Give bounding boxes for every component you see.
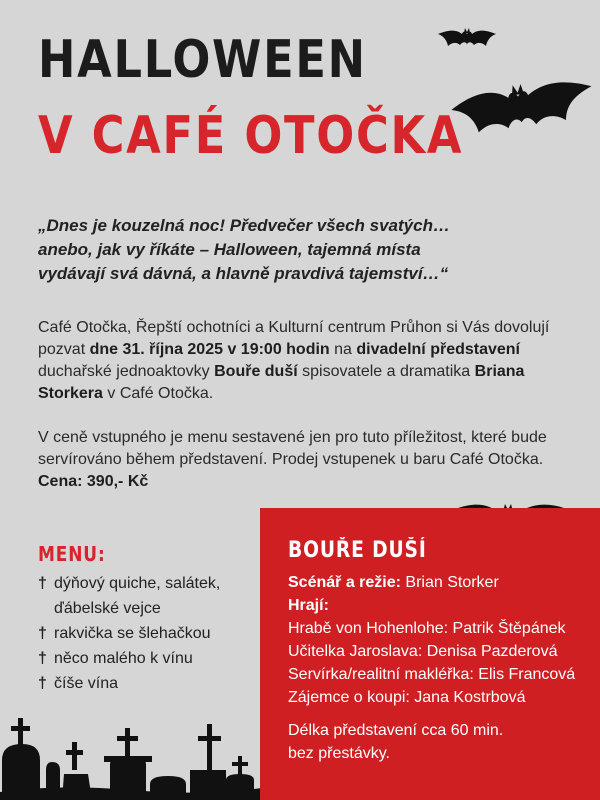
event-type: divadelní představení — [356, 341, 520, 358]
ticket-price: Cena: 390,- Kč — [38, 473, 149, 490]
cross-icon: † — [38, 675, 47, 692]
graveyard-silhouette — [0, 700, 262, 800]
invitation-paragraph: Café Otočka, Řepští ochotníci a Kulturní centrum Průhon si Vás dovolují pozvat dne 31. října 2025 v 19:00 hodin na divadelní představení duchařské jednoaktovky Bouře duší spisovatele a dramatika Briana Storkera v Café Otočka. — [38, 319, 550, 402]
intro-quote — [38, 214, 508, 286]
play-details — [288, 571, 588, 765]
bat-icon — [436, 20, 498, 56]
menu-item-label: rakvička se šlehačkou — [54, 625, 211, 642]
menu-item — [38, 671, 254, 696]
author-name: Briana Storkera — [38, 363, 525, 402]
duration-line: Délka představení cca 60 min. — [288, 722, 504, 739]
cast-item: Servírka/realitní makléřka: Elis Francová — [288, 666, 576, 683]
menu-item — [38, 621, 254, 646]
play-name: Bouře duší — [214, 363, 298, 380]
script-line — [288, 571, 588, 594]
menu-item — [38, 646, 254, 671]
quote-line: anebo, jak vy říkáte – Halloween, tajemná místa — [38, 240, 421, 259]
cast-label: Hrají: — [288, 597, 329, 614]
spacer — [288, 709, 588, 719]
menu-item-label: dýňový quiche, salátek, ďábelské vejce — [54, 575, 221, 617]
title-halloween: HALLOWEEN — [38, 30, 367, 90]
cast-item: Učitelka Jaroslava: Denisa Pazderová — [288, 643, 558, 660]
pricing-paragraph — [38, 427, 558, 493]
cross-icon: † — [38, 625, 47, 642]
pricing-text: V ceně vstupného je menu sestavené jen pro tuto příležitost, které bude servírováno během představení. Prodej vstupenek u baru Café Otočka. — [38, 429, 547, 468]
quote-line: vydávají svá dávná, a hlavně pravdivá tajemství…“ — [38, 264, 449, 283]
duration-line: bez přestávky. — [288, 745, 390, 762]
bat-icon — [444, 64, 600, 154]
menu-list — [38, 571, 254, 696]
script-value: Brian Storker — [400, 574, 499, 591]
menu-item-label: něco malého k vínu — [54, 650, 193, 667]
play-title: BOUŘE DUŠÍ — [288, 538, 427, 563]
cross-icon: † — [38, 575, 47, 592]
cast-item: Zájemce o koupi: Jana Kostrbová — [288, 689, 526, 706]
event-date: dne 31. října 2025 v 19:00 hodin — [89, 341, 330, 358]
quote-line: „Dnes je kouzelná noc! Předvečer všech svatých… — [38, 216, 450, 235]
menu-title: MENU: — [38, 542, 106, 566]
cast-item: Hrabě von Hohenlohe: Patrik Štěpánek — [288, 620, 566, 637]
menu-item — [38, 571, 254, 621]
play-info-box — [260, 508, 600, 800]
menu-item-label: číše vína — [54, 675, 119, 692]
script-label: Scénář a režie: — [288, 574, 401, 591]
title-cafe-otocka: V CAFÉ OTOČKA — [38, 106, 464, 166]
cross-icon: † — [38, 650, 47, 667]
